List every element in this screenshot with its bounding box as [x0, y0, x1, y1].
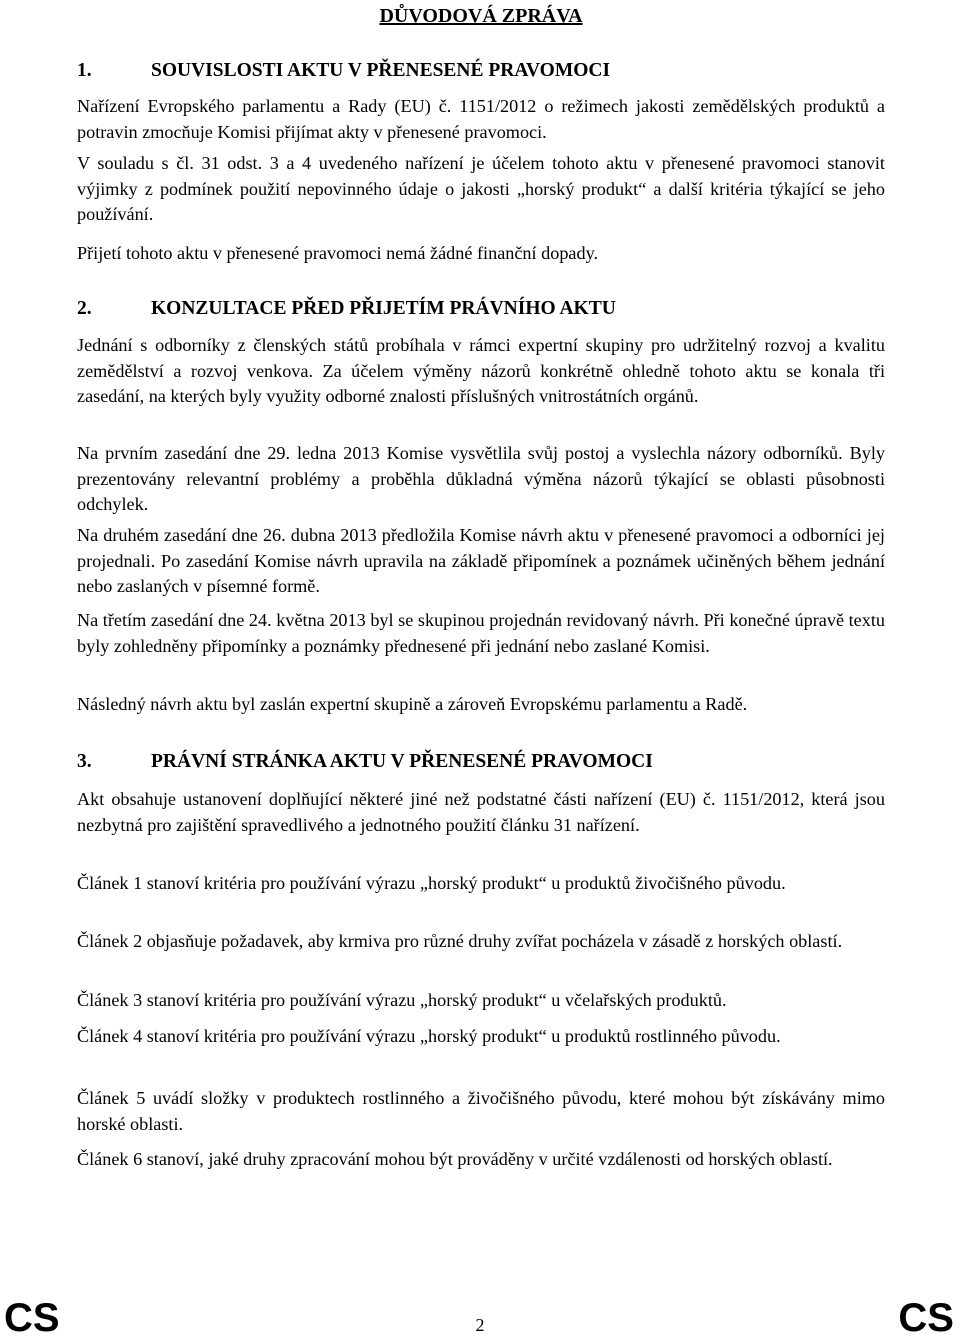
paragraph: Akt obsahuje ustanovení doplňující některé jiné než podstatné části nařízení (EU) č. 1151/2012, která jsou nezbytná pro zajištění spravedlivého a jednotného použití článku 31 nařízení.: [77, 789, 885, 835]
paragraph: Na třetím zasedání dne 24. května 2013 byl se skupinou projednán revidovaný návrh. Při konečné úpravě textu byly zohledněny připomínky a poznámky přednesené při jednání nebo zaslané Komisi.: [77, 610, 885, 656]
paragraph: Článek 3 stanoví kritéria pro používání výrazu „horský produkt“ u včelařských produktů.: [77, 990, 727, 1010]
document-title: DŮVODOVÁ ZPRÁVA: [379, 5, 583, 27]
footer-page-number: 2: [475, 1315, 485, 1335]
paragraph: Přijetí tohoto aktu v přenesené pravomoci nemá žádné finanční dopady.: [77, 243, 599, 263]
paragraph: Jednání s odborníky z členských států probíhala v rámci expertní skupiny pro udržitelný rozvoj a kvalitu zemědělství a rozvoj venkova. Za účelem výměny názorů konkrétně ohledně tohoto aktu se konala tři zasedání, na kterých byly využity odborné znalosti příslušných vnitrostátních orgánů.: [77, 335, 885, 407]
section-title: SOUVISLOSTI AKTU V PŘENESENÉ PRAVOMOCI: [151, 60, 611, 81]
section-heading: [77, 750, 653, 774]
section-title: KONZULTACE PŘED PŘIJETÍM PRÁVNÍHO AKTU: [151, 298, 616, 319]
paragraph: Na druhém zasedání dne 26. dubna 2013 předložila Komise návrh aktu v přenesené pravomoci a odborníci jej projednali. Po zasedání Komise návrh upravila na základě připomínek a poznámek učiněných během jednání nebo zaslaných v písemné formě.: [77, 525, 885, 597]
section-number: 2.: [77, 298, 92, 319]
paragraph: Článek 2 objasňuje požadavek, aby krmiva pro různé druhy zvířat pocházela v zásadě z horských oblastí.: [77, 931, 843, 951]
paragraph: Na prvním zasedání dne 29. ledna 2013 Komise vysvětlila svůj postoj a vyslechla názory odborníků. Byly prezentovány relevantní problémy a proběhla důkladná výměna názorů týkající se oblasti působnosti odchylek.: [77, 443, 885, 515]
section-title: PRÁVNÍ STRÁNKA AKTU V PŘENESENÉ PRAVOMOCI: [151, 751, 653, 772]
paragraph: Nařízení Evropského parlamentu a Rady (EU) č. 1151/2012 o režimech jakosti zemědělských produktů a potravin zmocňuje Komisi přijímat akty v přenesené pravomoci.: [77, 96, 885, 142]
section-number: 3.: [77, 751, 92, 772]
paragraph: Článek 6 stanoví, jaké druhy zpracování mohou být prováděny v určité vzdálenosti od horských oblastí.: [77, 1149, 833, 1169]
paragraph: Článek 5 uvádí složky v produktech rostlinného a živočišného původu, které mohou být získávány mimo horské oblasti.: [77, 1088, 885, 1134]
section-heading: [77, 297, 616, 321]
section-heading: [77, 59, 610, 83]
section-number: 1.: [77, 60, 92, 81]
paragraph: Článek 4 stanoví kritéria pro používání výrazu „horský produkt“ u produktů rostlinného původu.: [77, 1026, 781, 1046]
footer-language-right: CS: [898, 1296, 954, 1340]
paragraph: V souladu s čl. 31 odst. 3 a 4 uvedeného nařízení je účelem tohoto aktu v přenesené pravomoci stanovit výjimky z podmínek použití nepovinného údaje o jakosti „horský produkt“ a další kritéria týkající se jeho používání.: [77, 153, 885, 225]
paragraph: Článek 1 stanoví kritéria pro používání výrazu „horský produkt“ u produktů živočišného původu.: [77, 873, 786, 893]
footer-language-left: CS: [4, 1296, 60, 1340]
paragraph: Následný návrh aktu byl zaslán expertní skupině a zároveň Evropskému parlamentu a Radě.: [77, 694, 748, 714]
